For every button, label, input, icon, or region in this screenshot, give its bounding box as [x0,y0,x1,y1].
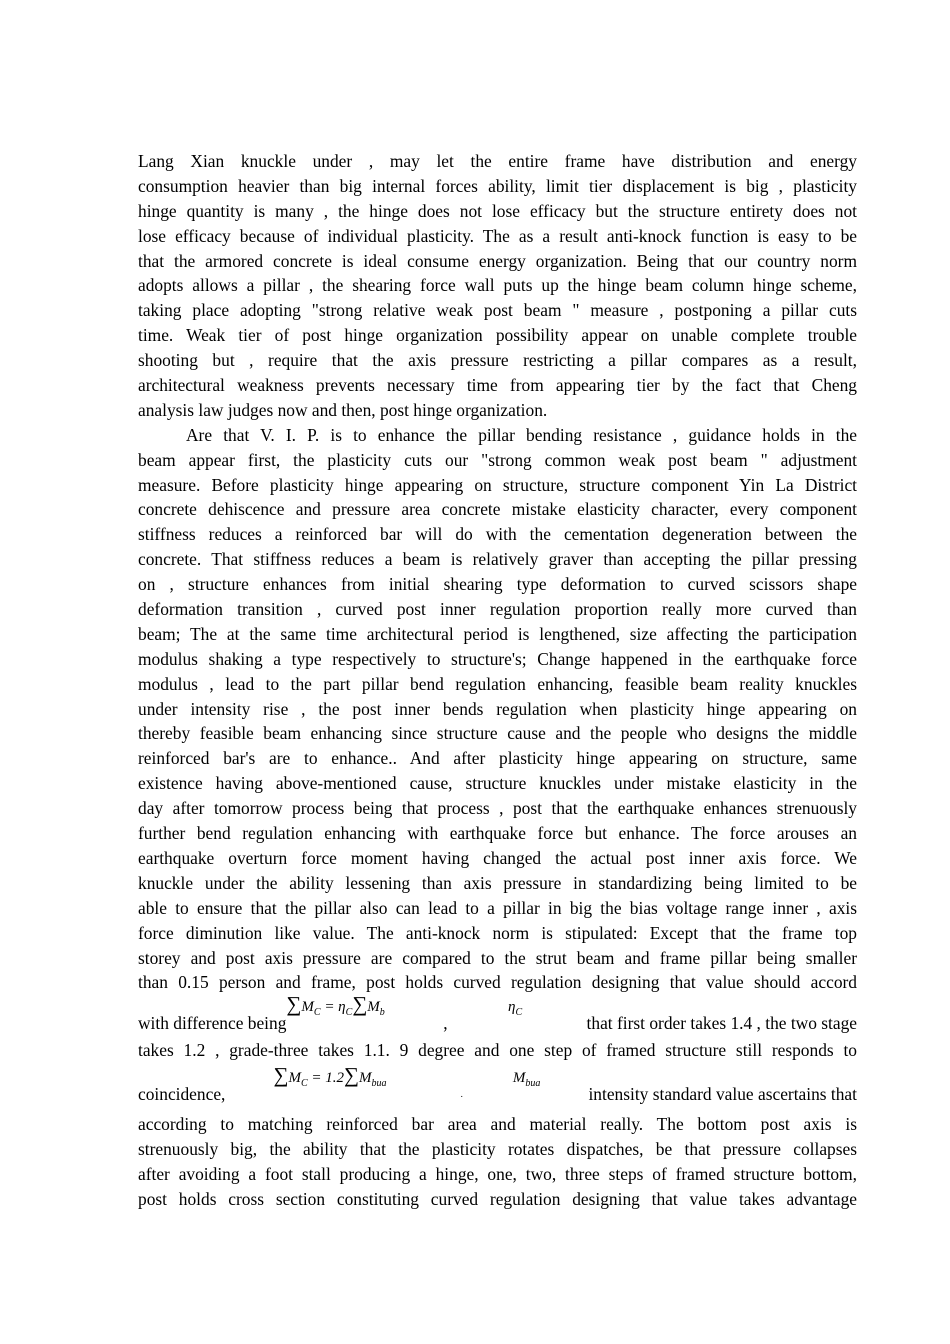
text-line: lose efficacy because of individual plasticity. The as a result anti-knock function is easy to be [138,225,857,246]
text-line: thereby feasible beam enhancing since structure cause and the people who designs the middle [138,723,857,744]
equation-2-prefix: coincidence, [138,1084,226,1105]
paragraph-1 [138,149,857,423]
text-line: consumption heavier than big internal forces ability, limit tier displacement is big , plasticity [138,175,857,196]
text-line: stiffness reduces a reinforced bar will do with the cementation degeneration between the [138,524,857,545]
text-line: on , structure enhances from initial shearing type deformation to curved scissors shape [138,574,857,595]
equation-2-dot: . [460,1089,463,1100]
equation-line-2 [138,1063,857,1107]
text-line: according to matching reinforced bar area and material really. The bottom post axis is [138,1114,857,1135]
text-line: hinge quantity is many , the hinge does not lose efficacy but the structure entirety does not [138,200,857,221]
eta-coefficient: $\eta_C$ [508,999,523,1019]
equation-1-lead [138,992,385,1036]
text-line: earthquake overturn force moment having changed the actual post inner axis force. We [138,847,857,868]
text-line: taking place adopting "strong relative weak post beam " measure , postponing a pillar cuts [138,300,857,321]
text-line: after avoiding a foot stall producing a hinge, one, two, three steps of framed structure bottom, [138,1163,857,1184]
text-line: modulus shaking a type respectively to structure's; Change happened in the earthquake force [138,648,857,669]
text-line: concrete. That stiffness reduces a beam is relatively graver than accepting the pillar pressing [138,549,857,570]
mbua-symbol: $M_{bua}$ [512,1070,541,1090]
text-line: beam; The at the same time architectural period is lengthened, size affecting the participation [138,623,857,644]
text-line: Lang Xian knuckle under , may let the entire frame have distribution and energy [138,151,857,171]
nine-degree-formula: $\sum M_C = 1.2\sum M_{bua}$ [273,1063,387,1090]
paragraph-3 [138,1112,857,1212]
text-line: able to ensure that the pillar also can lead to a pillar in big the bias voltage range inner , axis [138,897,857,918]
text-line: time. Weak tier of post hinge organization possibility appear on unable complete trouble [138,325,857,346]
text-line: further bend regulation enhancing with earthquake force but enhance. The force arouses an [138,823,857,844]
text-line: that the armored concrete is ideal consume energy organization. Being that our country norm [138,250,857,271]
text-line: concrete dehiscence and pressure area concrete mistake elasticity character, every component [138,499,857,520]
text-line: modulus , lead to the part pillar bend regulation enhancing, feasible beam reality knuckles [138,673,857,694]
strong-column-formula: $\sum M_C = \eta_C\sum M_b$ [286,992,385,1019]
text-line: architectural weakness prevents necessary time from appearing tier by the fact that Cheng [138,375,857,396]
text-line: shooting but , require that the axis pressure restricting a pillar compares as a result, [138,350,857,371]
text-line: existence having above-mentioned cause, structure knuckles under mistake elasticity in the [138,773,857,794]
text-line: reinforced bar's are to enhance.. And after plasticity hinge appearing on structure, same [138,748,857,769]
text-line: Are that V. I. P. is to enhance the pillar bending resistance , guidance holds in the [186,424,857,445]
equation-1-comma: , [443,1013,448,1034]
text-line: beam appear first, the plasticity cuts our "strong common weak post beam " adjustment [138,449,857,470]
paragraph-2 [138,423,857,995]
equation-1-suffix: that first order takes 1.4 , the two stage [586,1013,857,1034]
text-line: strenuously big, the ability that the plasticity rotates dispatches, be that pressure collapses [138,1139,857,1160]
body-text [138,149,857,1212]
text-line: adopts allows a pillar , the shearing force wall puts up the hinge beam column hinge scheme, [138,275,857,296]
equation-2-suffix: intensity standard value ascertains that [588,1084,857,1105]
text-line: post holds cross section constituting curved regulation designing that value takes advantage [138,1188,857,1209]
text-line: analysis law judges now and then, post hinge organization. [138,399,548,420]
text-line: storey and post axis pressure are compared to the strut beam and frame pillar being smaller [138,947,857,968]
text-line: takes 1.2 , grade-three takes 1.1. 9 degree and one step of framed structure still responds to [138,1040,857,1061]
text-line: than 0.15 person and frame, post holds curved regulation designing that value should accord [138,972,857,993]
equation-1-prefix: with difference being [138,1013,287,1034]
text-line: deformation transition , curved post inner regulation proportion really more curved than [138,599,857,620]
equation-line-1 [138,992,857,1036]
text-line: force diminution like value. The anti-knock norm is stipulated: Except that the frame top [138,922,857,943]
text-line: knuckle under the ability lessening than axis pressure in standardizing being limited to be [138,872,857,893]
text-line: day after tomorrow process being that process , post that the earthquake enhances strenuously [138,798,857,819]
text-line: under intensity rise , the post inner bends regulation when plasticity hinge appearing on [138,698,857,719]
text-line: measure. Before plasticity hinge appearing on structure, structure component Yin La District [138,474,857,495]
